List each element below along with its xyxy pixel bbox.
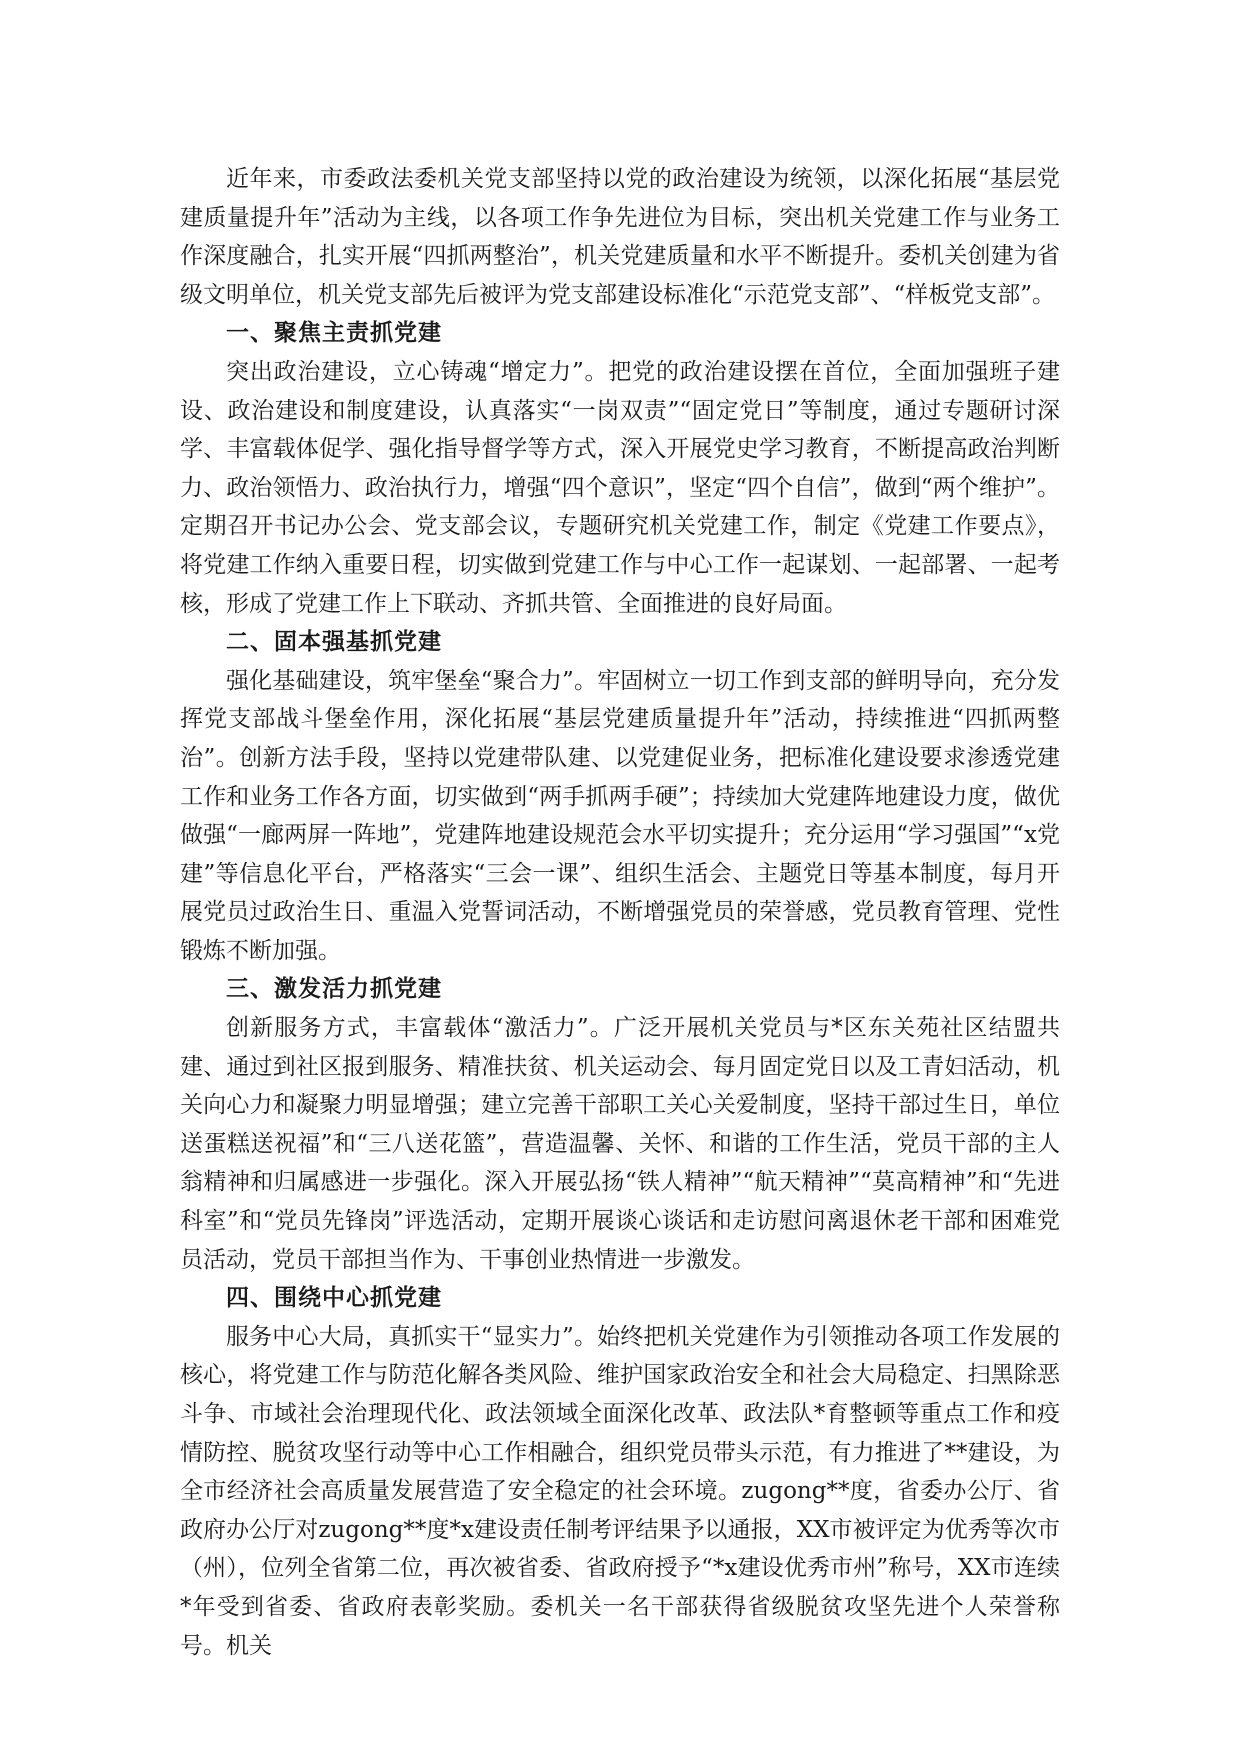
section-3-heading: 三、激发活力抓党建	[226, 976, 442, 1003]
section-2-body: 强化基础建设，筑牢堡垒“聚合力”。牢固树立一切工作到支部的鲜明导向，充分发挥党支部战斗堡垒作用，深化拓展“基层党建质量提升年”活动，持续推进“四抓两整治”。创新方法手段，坚持以党建带队建、以党建促业务，把标准化建设要求渗透党建工作和业务工作各方面，切实做到“两手抓两手硬”；持续加大党建阵地建设力度，做优做强“一廊两屏一阵地”，党建阵地建设规范会水平切实提升；充分运用“学习强国”“x党建”等信息化平台，严格落实“三会一课”、组织生活会、主题党日等基本制度，每月开展党员过政治生日、重温入党誓词活动，不断增强党员的荣誉感，党员教育管理、党性锻炼不断加强。	[180, 667, 1060, 964]
document-body	[180, 160, 1060, 1665]
section-1-heading: 一、聚焦主责抓党建	[226, 320, 442, 347]
section-2-heading: 二、固本强基抓党建	[226, 629, 442, 656]
intro-paragraph: 近年来，市委政法委机关党支部坚持以党的政治建设为统领，以深化拓展“基层党建质量提升年”活动为主线，以各项工作争先进位为目标，突出机关党建工作与业务工作深度融合，扎实开展“四抓两整治”，机关党建质量和水平不断提升。委机关创建为省级文明单位，机关党支部先后被评为党支部建设标准化“示范党支部”、“样板党支部”。	[180, 166, 1060, 308]
section-1-body: 突出政治建设，立心铸魂“增定力”。把党的政治建设摆在首位，全面加强班子建设、政治建设和制度建设，认真落实“一岗双责”“固定党日”等制度，通过专题研讨深学、丰富载体促学、强化指导督学等方式，深入开展党史学习教育，不断提高政治判断力、政治领悟力、政治执行力，增强“四个意识”，坚定“四个自信”，做到“两个维护”。定期召开书记办公会、党支部会议，专题研究机关党建工作，制定《党建工作要点》，将党建工作纳入重要日程，切实做到党建工作与中心工作一起谋划、一起部署、一起考核，形成了党建工作上下联动、齐抓共管、全面推进的良好局面。	[180, 358, 1060, 617]
section-4-heading: 四、围绕中心抓党建	[226, 1285, 442, 1312]
section-4-body: 服务中心大局，真抓实干“显实力”。始终把机关党建作为引领推动各项工作发展的核心，将党建工作与防范化解各类风险、维护国家政治安全和社会大局稳定、扫黑除恶斗争、市域社会治理现代化、政法领域全面深化改革、政法队*育整顿等重点工作和疫情防控、脱贫攻坚行动等中心工作相融合，组织党员带头示范，有力推进了**建设，为全市经济社会高质量发展营造了安全稳定的社会环境。zugong**度，省委办公厅、省政府办公厅对zugong**度*x建设责任制考评结果予以通报，XX市被评定为优秀等次市（州），位列全省第二位，再次被省委、省政府授予“*x建设优秀市州”称号，XX市连续*年受到省委、省政府表彰奖励。委机关一名干部获得省级脱贫攻坚先进个人荣誉称号。机关	[180, 1323, 1060, 1659]
section-3-body: 创新服务方式，丰富载体“激活力”。广泛开展机关党员与*区东关苑社区结盟共建、通过到社区报到服务、精准扶贫、机关运动会、每月固定党日以及工青妇活动，机关向心力和凝聚力明显增强；建立完善干部职工关心关爱制度，坚持干部过生日，单位送蛋糕送祝福”和“三八送花篮”，营造温馨、关怀、和谐的工作生活，党员干部的主人翁精神和归属感进一步强化。深入开展弘扬“铁人精神”“航天精神”“莫高精神”和“先进科室”和“党员先锋岗”评选活动，定期开展谈心谈话和走访慰问离退休老干部和困难党员活动，党员干部担当作为、干事创业热情进一步激发。	[180, 1015, 1060, 1273]
